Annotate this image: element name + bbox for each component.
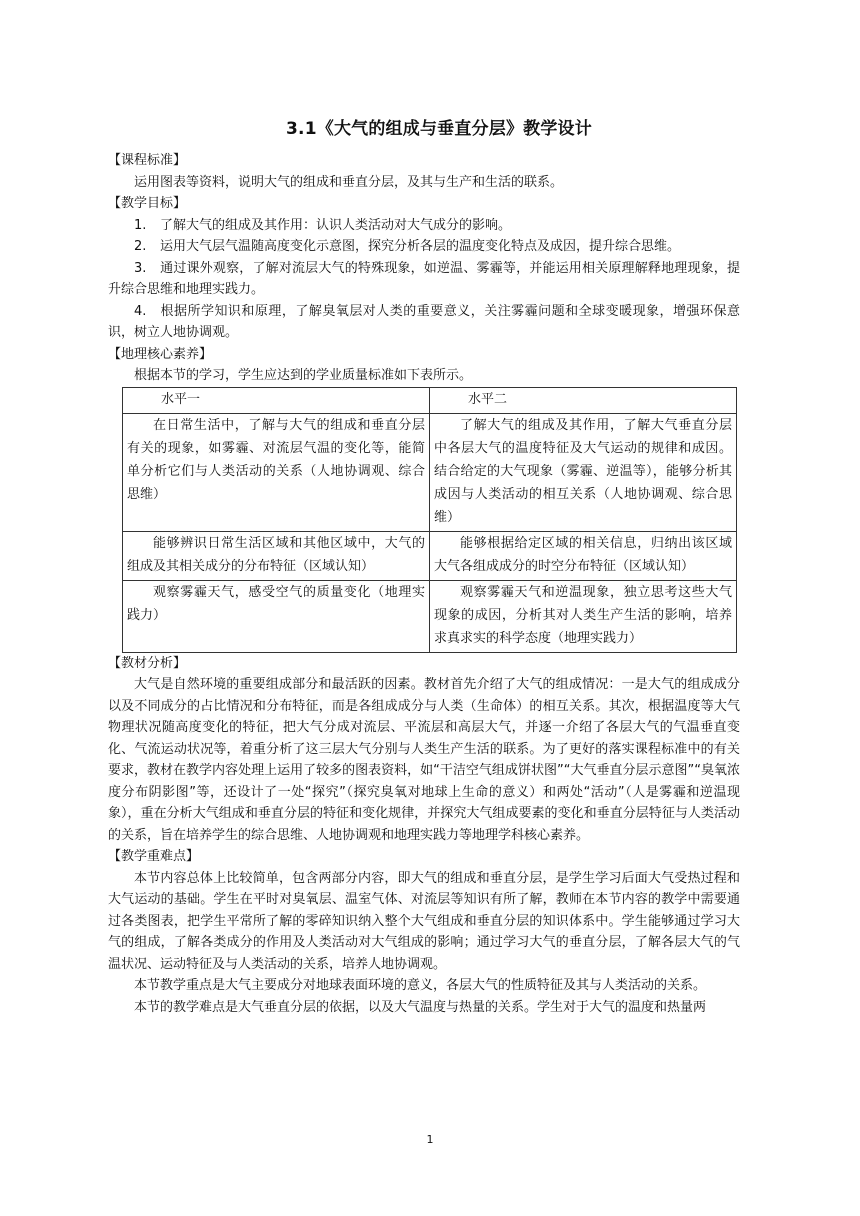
table-cell: 观察雾霾天气和逆温现象，独立思考这些大气现象的成因，分析其对人类生产生活的影响，培养求真求实的科学态度（地理实践力） bbox=[430, 580, 737, 652]
table-row bbox=[123, 413, 737, 531]
quality-standard-table bbox=[122, 387, 737, 653]
objective-item: 4. 根据所学知识和原理，了解臭氧层对人类的重要意义，关注雾霾问题和全球变暖现象，增强环保意识，树立人地协调观。 bbox=[108, 303, 740, 340]
table-cell: 在日常生活中，了解与大气的组成和垂直分层有关的现象，如雾霾、对流层气温的变化等，能简单分析它们与人类活动的关系（人地协调观、综合思维） bbox=[123, 413, 430, 531]
section-heading-key-points: 【教学重难点】 bbox=[108, 849, 200, 864]
section-heading-curriculum: 【课程标准】 bbox=[108, 153, 187, 168]
section-heading-objectives: 【教学目标】 bbox=[108, 196, 187, 211]
table-row bbox=[123, 580, 737, 652]
table-header-level-2: 水平二 bbox=[430, 387, 737, 413]
objectives-list bbox=[108, 215, 740, 344]
objective-item: 2. 运用大气层气温随高度变化示意图，探究分析各层的温度变化特点及成因，提升综合思维。 bbox=[134, 239, 681, 254]
curriculum-text: 运用图表等资料，说明大气的组成和垂直分层，及其与生产和生活的联系。 bbox=[134, 174, 564, 190]
section-heading-material-analysis: 【教材分析】 bbox=[108, 655, 187, 671]
key-points-paragraph: 本节的教学难点是大气垂直分层的依据，以及大气温度与热量的关系。学生对于大气的温度和热量两 bbox=[134, 999, 707, 1015]
table-row bbox=[123, 531, 737, 580]
table-header-level-1: 水平一 bbox=[123, 387, 430, 413]
key-points-paragraph: 本节内容总体上比较简单，包含两部分内容，即大气的组成和垂直分层，是学生学习后面大气受热过程和大气运动的基础。学生在平时对臭氧层、温室气体、对流层等知识有所了解，教师在本节内容的教学中需要通过各类图表，把学生平常所了解的零碎知识纳入整个大气组成和垂直分层的知识体系中。学生能够通过学习大气的组成，了解各类成分的作用及人类活动对大气组成的影响；通过学习大气的垂直分层，了解各层大气的气温状况、运动特征及与人类活动的关系，培养人地协调观。 bbox=[108, 870, 740, 972]
material-analysis-text: 大气是自然环境的重要组成部分和最活跃的因素。教材首先介绍了大气的组成情况：一是大气的组成成分以及不同成分的占比情况和分布特征，而是各组成成分与人类（生命体）的相互关系。其次，根据温度等大气物理状况随高度变化的特征，把大气分成对流层、平流层和高层大气，并逐一介绍了各层大气的气温垂直变化、气流运动状况等，着重分析了这三层大气分别与人类生产生活的联系。为了更好的落实课程标准中的有关要求，教材在教学内容处理上运用了较多的图表资料，如“干洁空气组成饼状图”“大气垂直分层示意图”“臭氧浓度分布阴影图”等，还设计了一处“探究”（探究臭氧对地球上生命的意义）和两处“活动”（人是雾霾和逆温现象），重在分析大气组成和垂直分层的特征和变化规律，并探究大气组成要素的变化和垂直分层特征与人类活动的关系，旨在培养学生的综合思维、人地协调观和地理实践力等地理学科核心素养。 bbox=[108, 677, 740, 843]
page-content bbox=[108, 118, 740, 1018]
document-title: 3.1《大气的组成与垂直分层》教学设计 bbox=[286, 119, 592, 139]
objective-item: 3. 通过课外观察，了解对流层大气的特殊现象，如逆温、雾霾等，并能运用相关原理解释地理现象，提升综合思维和地理实践力。 bbox=[108, 260, 740, 297]
objective-item: 1. 了解大气的组成及其作用：认识人类活动对大气成分的影响。 bbox=[134, 217, 512, 233]
core-literacy-intro: 根据本节的学习，学生应达到的学业质量标准如下表所示。 bbox=[134, 368, 473, 383]
table-cell: 能够辨识日常生活区域和其他区域中，大气的组成及其相关成分的分布特征（区域认知） bbox=[123, 531, 430, 580]
table-cell: 观察雾霾天气，感受空气的质量变化（地理实践力） bbox=[123, 580, 430, 652]
table-cell: 能够根据给定区域的相关信息，归纳出该区域大气各组成成分的时空分布特征（区域认知） bbox=[430, 531, 737, 580]
table-header-row bbox=[123, 387, 737, 413]
page-number: 1 bbox=[426, 1133, 434, 1146]
section-heading-core-literacy: 【地理核心素养】 bbox=[108, 346, 213, 362]
table-cell: 了解大气的组成及其作用，了解大气垂直分层中各层大气的温度特征及大气运动的规律和成因。结合给定的大气现象（雾霾、逆温等），能够分析其成因与人类活动的相互关系（人地协调观、综合思维） bbox=[430, 413, 737, 531]
key-points-paragraph: 本节教学重点是大气主要成分对地球表面环境的意义，各层大气的性质特征及其与人类活动的关系。 bbox=[134, 978, 707, 993]
